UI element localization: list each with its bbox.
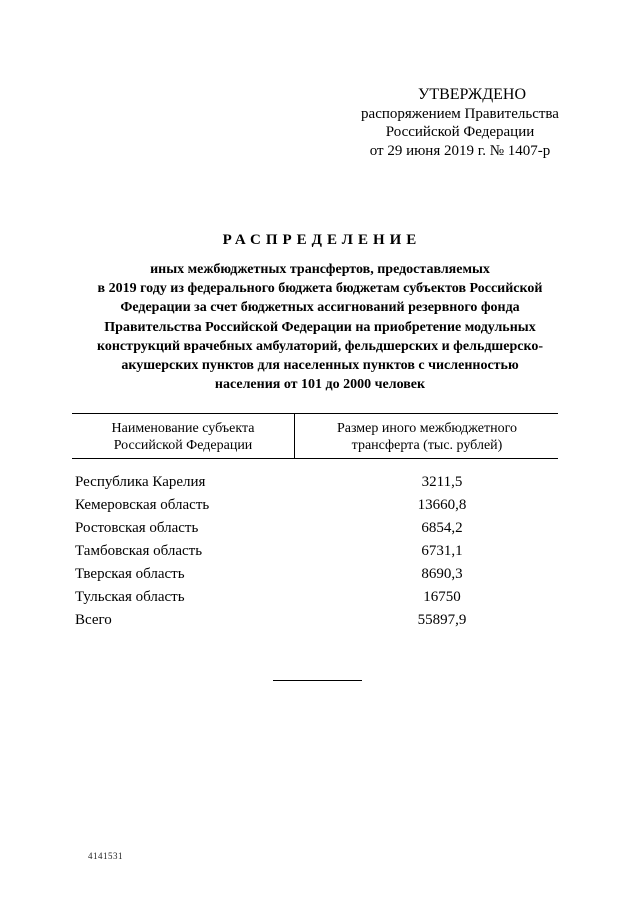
- row-subject-name: Ростовская область: [75, 520, 199, 536]
- subtitle-line: в 2019 году из федерального бюджета бюджетам субъектов Российской: [97, 281, 543, 297]
- table-row: [72, 586, 558, 609]
- subtitle-line: Федерации за счет бюджетных ассигнований резервного фонда: [120, 300, 520, 316]
- table-row: [72, 563, 558, 586]
- distribution-table: [72, 413, 558, 628]
- row-transfer-value: 16750: [423, 589, 461, 605]
- header-line: Наименование субъекта: [111, 421, 255, 436]
- subtitle-line: населения от 101 до 2000 человек: [214, 377, 426, 393]
- row-transfer-value: 55897,9: [417, 612, 467, 628]
- document-code: 4141531: [88, 851, 123, 861]
- header-transfer-amount: [294, 414, 559, 458]
- approval-block: [330, 86, 580, 160]
- subtitle-line: акушерских пунктов для населенных пунктов с численностью: [121, 358, 519, 374]
- table-row: [72, 517, 558, 540]
- row-subject-name: Тульская область: [75, 589, 185, 605]
- document-subtitle: [60, 260, 580, 394]
- row-transfer-value: 13660,8: [417, 497, 467, 513]
- row-transfer-value: 6731,1: [421, 543, 463, 559]
- approval-line-date: от 29 июня 2019 г. № 1407-р: [369, 142, 551, 159]
- subtitle-line: конструкций врачебных амбулаторий, фельдшерских и фельдшерско-: [96, 338, 544, 354]
- table-row: [72, 540, 558, 563]
- subtitle-line: Правительства Российской Федерации на приобретение модульных: [104, 319, 536, 335]
- table-row: [72, 471, 558, 494]
- approval-title: УТВЕРЖДЕНО: [417, 86, 526, 103]
- row-transfer-value: 8690,3: [421, 566, 463, 582]
- row-subject-name: Кемеровская область: [75, 497, 210, 513]
- table-row: [72, 494, 558, 517]
- header-line: трансферта (тыс. рублей): [351, 438, 503, 453]
- table-row-total: [72, 609, 558, 632]
- header-line: Размер иного межбюджетного: [336, 421, 518, 436]
- subtitle-line: иных межбюджетных трансфертов, предоставляемых: [150, 262, 490, 277]
- table-header: [72, 413, 558, 459]
- header-subject-name: [72, 420, 294, 454]
- row-transfer-value: 6854,2: [421, 520, 463, 536]
- end-of-document-rule: [273, 680, 362, 681]
- document-title: РАСПРЕДЕЛЕНИЕ: [222, 232, 422, 248]
- row-subject-name: Тамбовская область: [75, 543, 203, 559]
- row-subject-name: Республика Карелия: [75, 474, 206, 490]
- approval-line-decree: распоряжением Правительства: [361, 105, 559, 122]
- row-subject-name: Всего: [75, 612, 112, 628]
- row-subject-name: Тверская область: [75, 566, 185, 582]
- table-body: [72, 471, 558, 632]
- approval-line-federation: Российской Федерации: [385, 124, 535, 140]
- header-line: Российской Федерации: [113, 438, 253, 453]
- row-transfer-value: 3211,5: [421, 474, 463, 490]
